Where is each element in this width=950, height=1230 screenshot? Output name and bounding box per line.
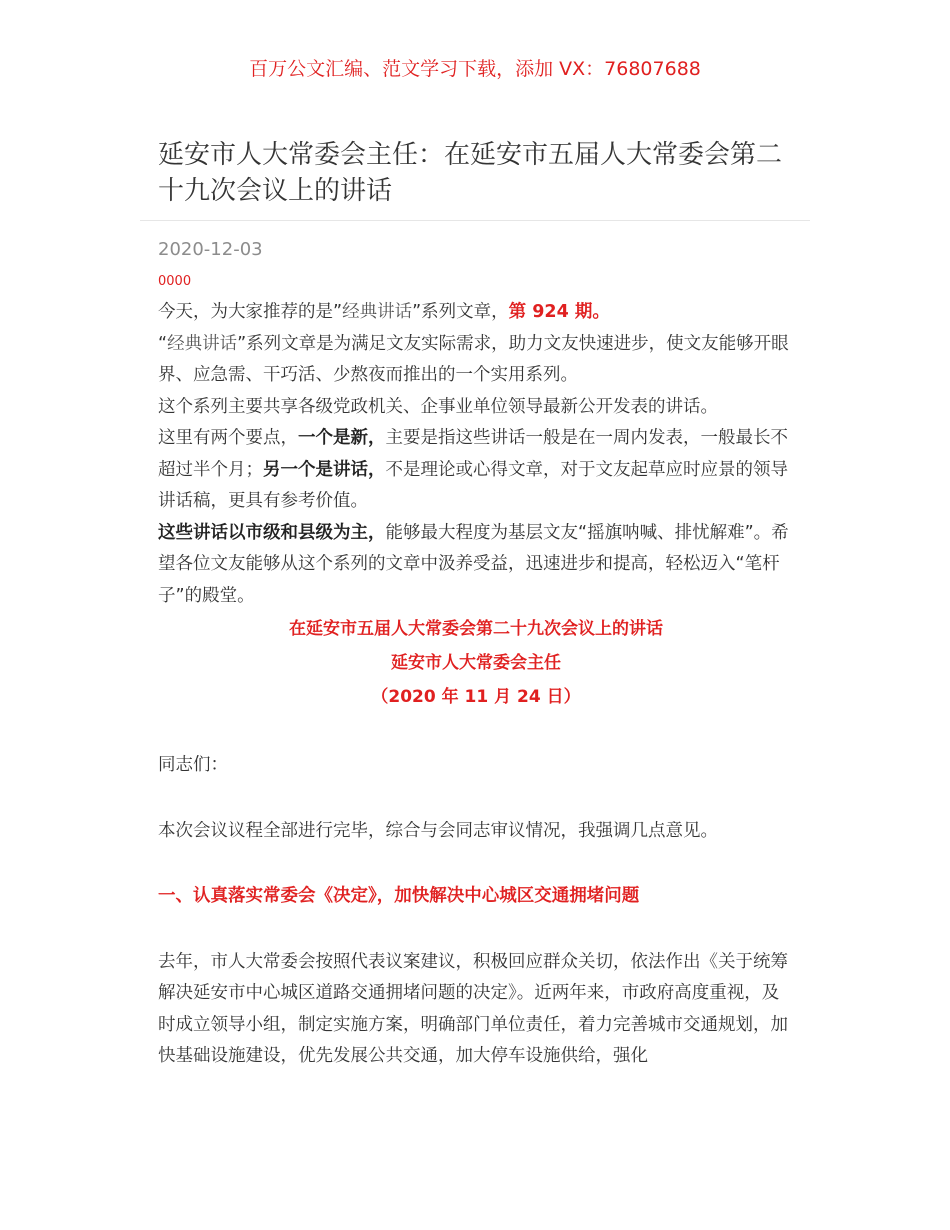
intro-text: ”系列文章是为满足文友实际需求，助力文友快速进步，使文友能够开眼界、应急需、干巧活、少熬夜而推出的一个实用系列。 (158, 333, 789, 385)
spacer (158, 782, 794, 816)
spacer (158, 913, 794, 947)
section-1-title: 一、认真落实常委会《决定》，加快解决中心城区交通拥堵问题 (158, 886, 640, 906)
speech-title: 在延安市五届人大常委会第二十九次会议上的讲话 (289, 619, 663, 639)
intro-text: ”系列文章， (412, 302, 509, 322)
speech-date: （2020 年 11 月 24 日） (371, 687, 581, 707)
key-point-level: 这些讲话以市级和县级为主， (158, 522, 386, 543)
publish-date: 2020-12-03 (158, 239, 263, 260)
issue-number: 第 924 期。 (508, 302, 610, 322)
spacer (158, 714, 794, 750)
article-body (158, 297, 794, 1073)
article-code: 0000 (158, 274, 192, 289)
intro-paragraph-3: 这个系列主要共享各级党政机关、企事业单位领导最新公开发表的讲话。 (158, 396, 718, 417)
key-point-speech: 另一个是讲话， (263, 459, 386, 480)
intro-paragraph-4 (158, 423, 794, 518)
intro-paragraph-2 (158, 329, 794, 392)
intro-text: 今天，为大家推荐的是” (158, 302, 343, 322)
greeting: 同志们： (158, 755, 228, 775)
section-1-body: 去年，市人大常委会按照代表议案建议，积极回应群众关切，依法作出《关于统筹解决延安市中心城区道路交通拥堵问题的决定》。近两年来，市政府高度重视，及时成立领导小组，制定实施方案，明确部门单位责任，着力完善城市交通规划，加快基础设施建设，优先发展公共交通，加大停车设施供给，强化 (158, 951, 788, 1066)
intro-paragraph-5 (158, 518, 794, 613)
promo-banner: 百万公文汇编、范文学习下载，添加 VX：76807688 (249, 58, 701, 80)
spacer (158, 847, 794, 881)
intro-text: 这里有两个要点， (158, 428, 298, 448)
intro-text: 能够最大程度为基层文友“摇旗呐喊、排忧解难”。希望各位文友能够从这个系列的文章中汲养受益，迅速进步和提高，轻松迈入“笔杆子”的殿堂。 (158, 522, 789, 606)
speech-speaker: 延安市人大常委会主任 (391, 653, 561, 673)
key-point-new: 一个是新， (298, 428, 386, 448)
intro-text: 不是理论或心得文章，对于文友起草应时应景的领导讲话稿，更具有参考价值。 (158, 459, 788, 511)
intro-text: 主要是指这些讲话一般是在一周内发表，一般最长不超过半个月； (158, 428, 788, 480)
article-title: 延安市人大常委会主任：在延安市五届人大常委会第二十九次会议上的讲话 (158, 140, 783, 206)
intro-text: “ (158, 333, 168, 354)
series-term: 经典讲话 (167, 333, 238, 354)
series-term: 经典讲话 (342, 302, 413, 322)
title-divider (140, 220, 810, 221)
intro-paragraph-1 (158, 297, 794, 329)
opening-paragraph: 本次会议议程全部进行完毕，综合与会同志审议情况，我强调几点意见。 (158, 820, 718, 841)
